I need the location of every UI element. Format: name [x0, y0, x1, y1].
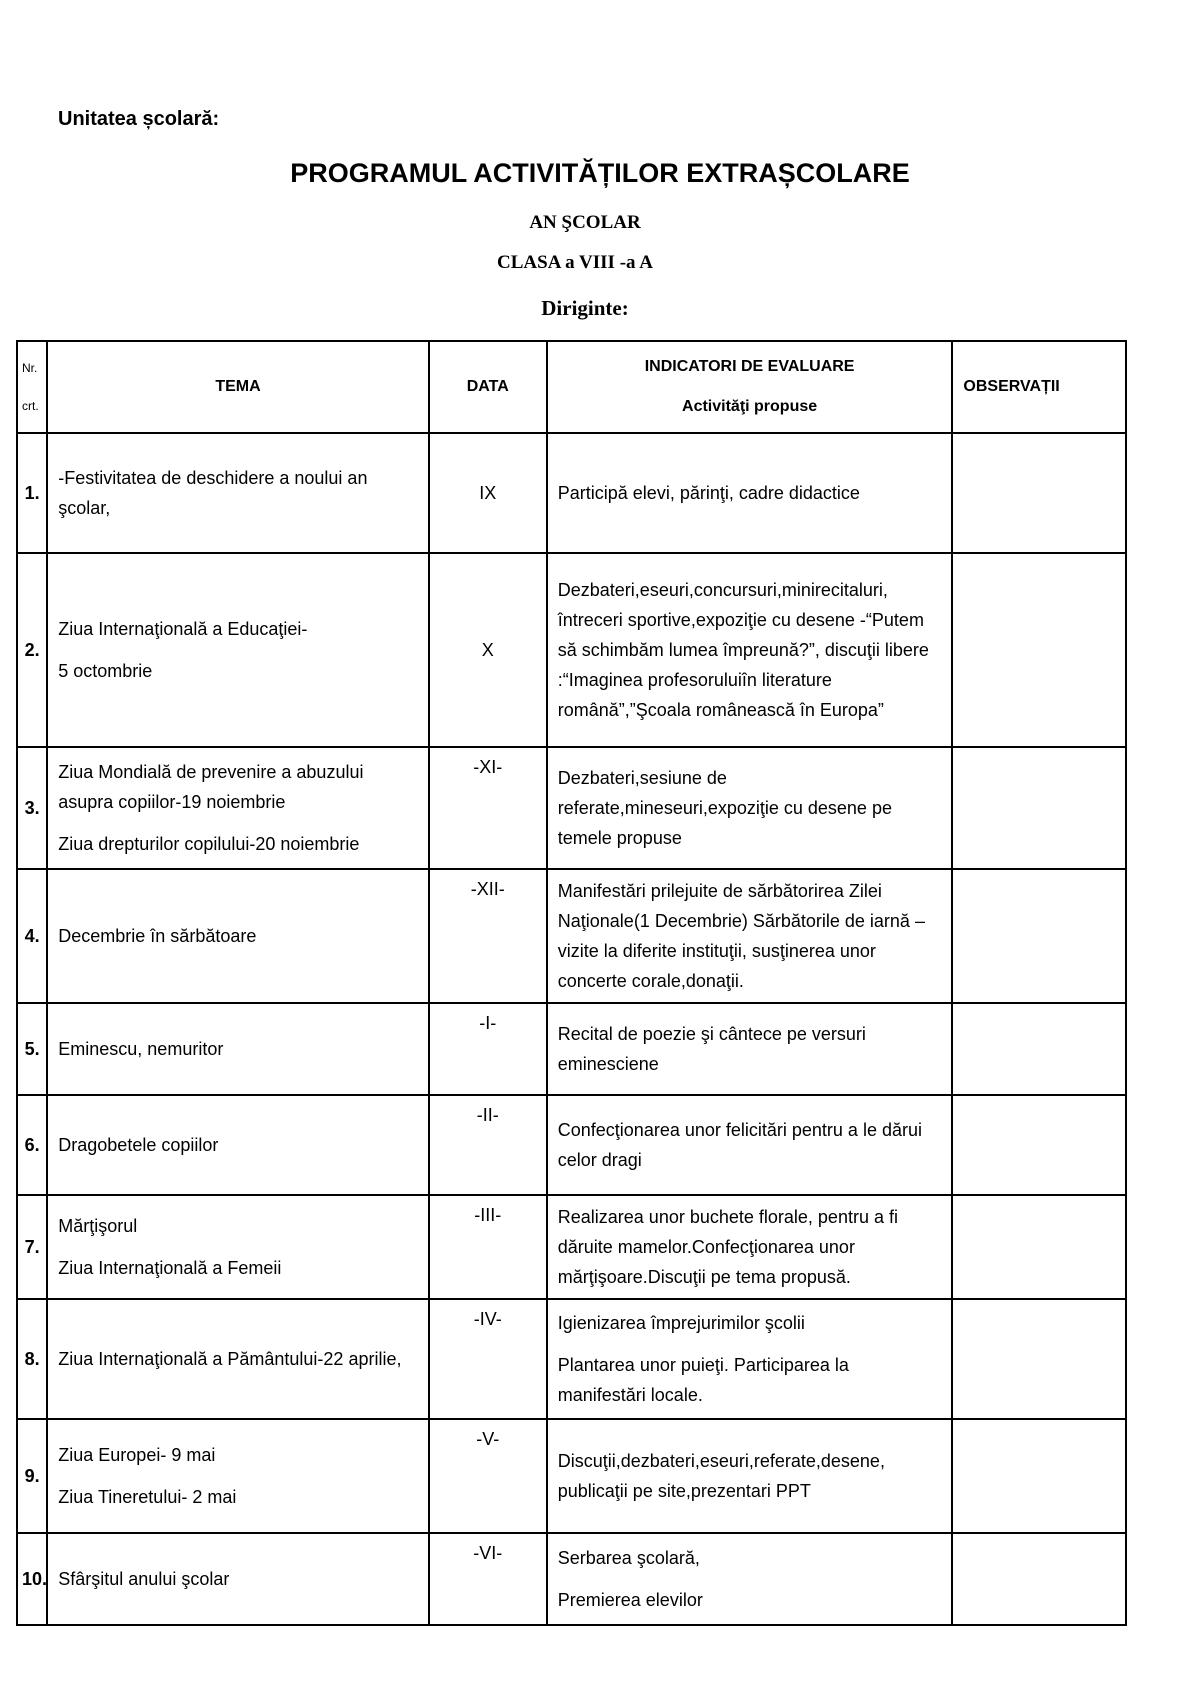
row-tema — [47, 1195, 428, 1299]
table-row — [17, 1533, 1126, 1625]
indicatori-paragraph: Realizarea unor buchete florale, pentru a fi dăruite mamelor.Confecţionarea unor mărţişoare.Discuţii pe tema propusă. — [557, 1207, 898, 1287]
table-header-row — [17, 341, 1126, 433]
table-row — [17, 1195, 1126, 1299]
row-indicatori — [547, 1003, 953, 1095]
document-title: PROGRAMUL ACTIVITĂȚILOR EXTRAȘCOLARE — [290, 158, 910, 188]
header-indicatori-line2: Activităţi propuse — [682, 398, 818, 415]
row-data: IX — [429, 433, 547, 553]
row-number: 7. — [17, 1195, 47, 1299]
table-row — [17, 869, 1126, 1003]
tema-paragraph: Decembrie în sărbătoare — [58, 926, 257, 946]
indicatori-paragraph: Premierea elevilor — [557, 1590, 703, 1610]
row-tema — [47, 1533, 428, 1625]
row-observatii — [952, 1299, 1126, 1419]
row-observatii — [952, 1095, 1126, 1195]
row-number: 1. — [17, 433, 47, 553]
row-indicatori — [547, 553, 953, 747]
header-indicatori-line1: INDICATORI DE EVALUARE — [644, 358, 855, 375]
row-number: 9. — [17, 1419, 47, 1533]
row-data: X — [429, 553, 547, 747]
row-data: -XII- — [429, 869, 547, 1003]
row-indicatori — [547, 747, 953, 869]
row-observatii — [952, 1533, 1126, 1625]
indicatori-paragraph: Recital de poezie şi cântece pe versuri eminesciene — [557, 1024, 866, 1074]
row-tema — [47, 433, 428, 553]
row-number: 8. — [17, 1299, 47, 1419]
header-nr — [17, 341, 47, 433]
row-tema — [47, 1095, 428, 1195]
tema-paragraph: 5 octombrie — [58, 661, 153, 681]
row-number: 4. — [17, 869, 47, 1003]
row-indicatori — [547, 1533, 953, 1625]
table-row — [17, 433, 1126, 553]
row-indicatori — [547, 1419, 953, 1533]
header-nr-line1: Nr. — [22, 361, 38, 375]
indicatori-paragraph: Igienizarea împrejurimilor şcolii — [557, 1313, 805, 1333]
table-row — [17, 1003, 1126, 1095]
header-tema: TEMA — [47, 341, 428, 433]
indicatori-paragraph: Confecţionarea unor felicitări pentru a le dărui celor dragi — [557, 1120, 922, 1170]
tema-paragraph: Dragobetele copiilor — [58, 1135, 219, 1155]
row-tema — [47, 1299, 428, 1419]
school-unit-label: Unitatea școlară: — [58, 108, 220, 130]
row-observatii — [952, 553, 1126, 747]
class-label: CLASA a VIII -a A — [497, 252, 653, 273]
row-indicatori — [547, 869, 953, 1003]
row-tema — [47, 1003, 428, 1095]
header-observatii: OBSERVAȚII — [952, 341, 1126, 433]
indicatori-paragraph: Participă elevi, părinţi, cadre didactice — [557, 483, 860, 503]
table-row — [17, 553, 1126, 747]
activities-table — [16, 340, 1127, 1626]
tema-paragraph: Sfârşitul anului şcolar — [58, 1569, 230, 1589]
table-row — [17, 1419, 1126, 1533]
row-observatii — [952, 1195, 1126, 1299]
row-number: 10. — [17, 1533, 47, 1625]
row-tema — [47, 553, 428, 747]
table-row — [17, 1299, 1126, 1419]
row-indicatori — [547, 1299, 953, 1419]
tema-paragraph: Ziua Mondială de prevenire a abuzului asupra copiilor-19 noiembrie — [58, 762, 364, 812]
tema-paragraph: Ziua Internaţională a Educaţiei- — [58, 619, 308, 639]
row-data: -II- — [429, 1095, 547, 1195]
row-tema — [47, 869, 428, 1003]
indicatori-paragraph: Dezbateri,sesiune de referate,mineseuri,expoziţie cu desene pe temele propuse — [557, 768, 892, 848]
row-observatii — [952, 433, 1126, 553]
row-number: 3. — [17, 747, 47, 869]
row-indicatori — [547, 1195, 953, 1299]
row-observatii — [952, 1419, 1126, 1533]
tema-paragraph: -Festivitatea de deschidere a noului an şcolar, — [58, 468, 368, 518]
row-number: 5. — [17, 1003, 47, 1095]
row-indicatori — [547, 433, 953, 553]
indicatori-paragraph: Serbarea şcolară, — [557, 1548, 700, 1568]
row-data: -IV- — [429, 1299, 547, 1419]
row-data: -VI- — [429, 1533, 547, 1625]
row-data: -XI- — [429, 747, 547, 869]
table-row — [17, 747, 1126, 869]
tema-paragraph: Eminescu, nemuritor — [58, 1039, 224, 1059]
form-teacher-label: Diriginte: — [541, 296, 629, 320]
row-observatii — [952, 1003, 1126, 1095]
indicatori-paragraph: Plantarea unor puieţi. Participarea la manifestări locale. — [557, 1355, 849, 1405]
row-tema — [47, 1419, 428, 1533]
row-data: -V- — [429, 1419, 547, 1533]
row-data: -III- — [429, 1195, 547, 1299]
tema-paragraph: Ziua Internaţională a Femeii — [58, 1258, 282, 1278]
row-number: 2. — [17, 553, 47, 747]
tema-paragraph: Ziua Internaţională a Pământului-22 aprilie, — [58, 1349, 402, 1369]
row-data: -I- — [429, 1003, 547, 1095]
row-observatii — [952, 747, 1126, 869]
header-data: DATA — [429, 341, 547, 433]
indicatori-paragraph: Dezbateri,eseuri,concursuri,minirecitaluri, întreceri sportive,expoziţie cu desene -“Putem să schimbăm lumea împreună?”, discuţii libere :“Imaginea profesoruluiîn literature română”,”Şcoala românească în Europa” — [557, 580, 929, 720]
row-tema — [47, 747, 428, 869]
tema-paragraph: Ziua Europei- 9 mai — [58, 1445, 216, 1465]
row-number: 6. — [17, 1095, 47, 1195]
header-indicatori — [547, 341, 953, 433]
header-nr-line2: crt. — [22, 399, 39, 413]
indicatori-paragraph: Discuţii,dezbateri,eseuri,referate,desene, publicaţii pe site,prezentari PPT — [557, 1451, 885, 1501]
row-indicatori — [547, 1095, 953, 1195]
tema-paragraph: Ziua Tineretului- 2 mai — [58, 1487, 237, 1507]
table-row — [17, 1095, 1126, 1195]
row-observatii — [952, 869, 1126, 1003]
indicatori-paragraph: Manifestări prilejuite de sărbătorirea Zilei Naţionale(1 Decembrie) Sărbătorile de iarnă – vizite la diferite instituţii, susţinerea unor concerte corale,donaţii. — [557, 881, 925, 991]
tema-paragraph: Mărţişorul — [58, 1216, 138, 1236]
school-year-label: AN ŞCOLAR — [529, 212, 641, 233]
tema-paragraph: Ziua drepturilor copilului-20 noiembrie — [58, 834, 360, 854]
